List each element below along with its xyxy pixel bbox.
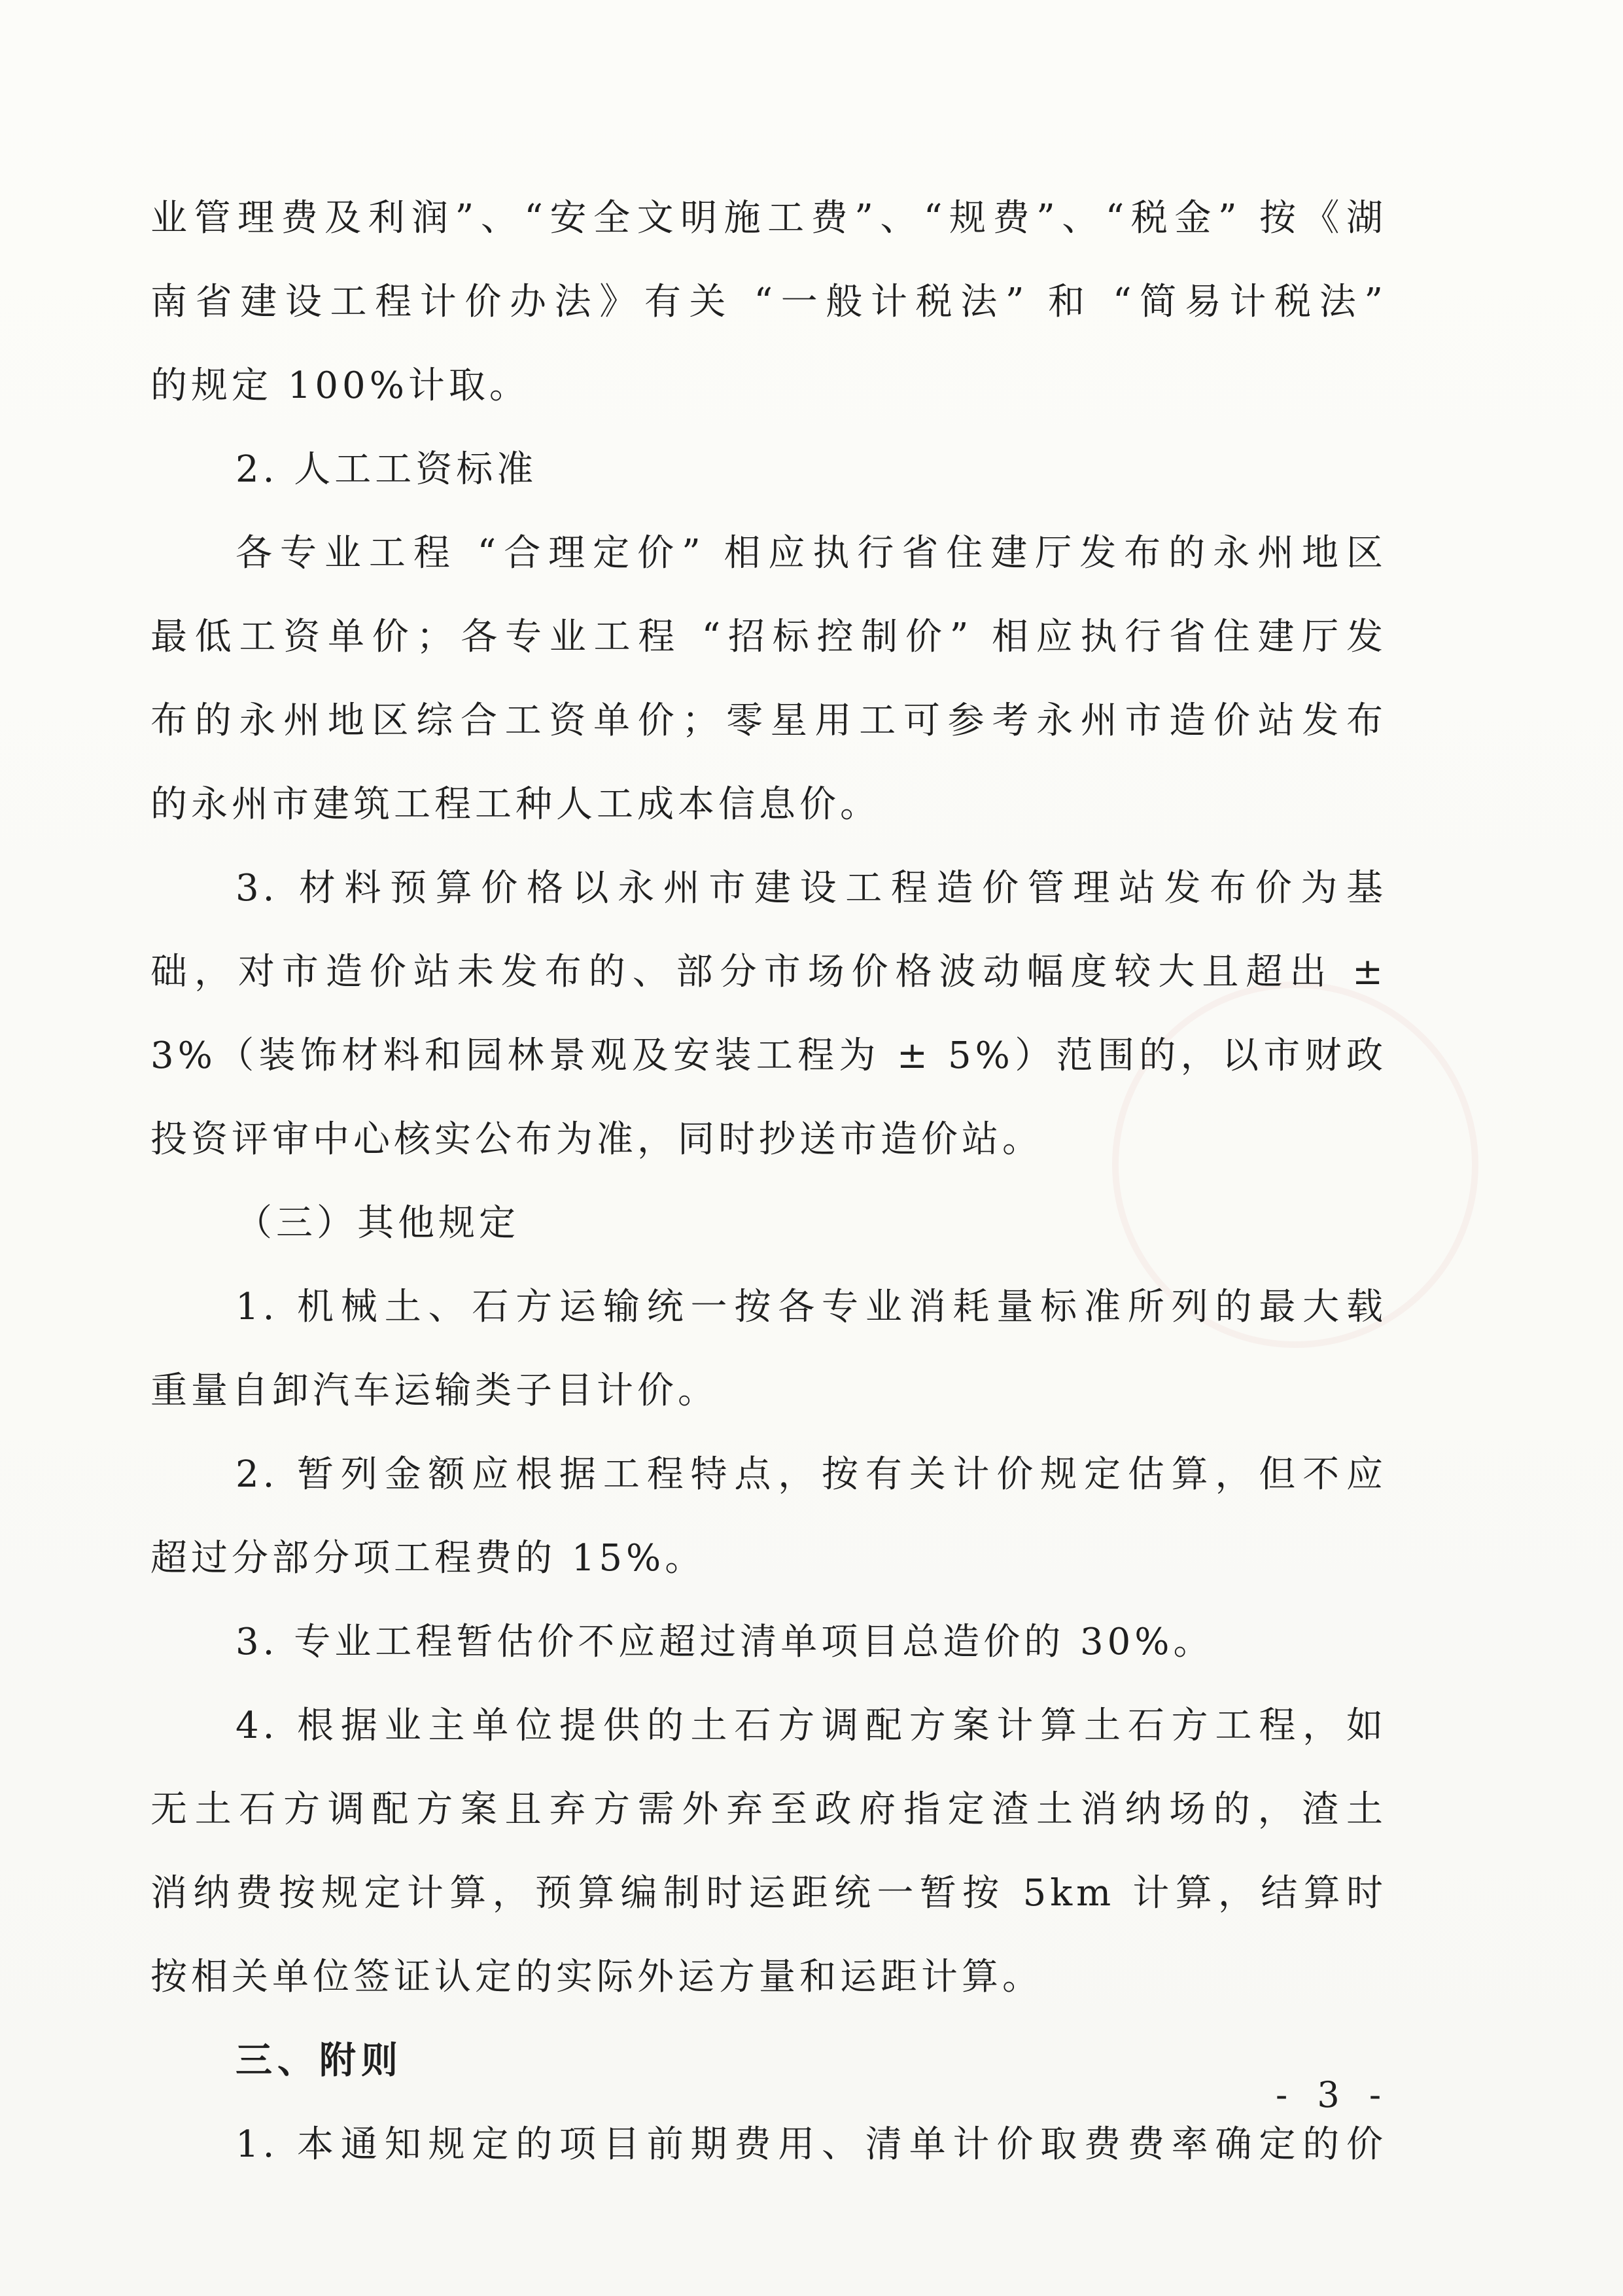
paragraph-line: 1. 本通知规定的项目前期费用、清单计价取费费率确定的价: [236, 2123, 1387, 2166]
paragraph-line: 业管理费及利润”、“安全文明施工费”、“规费”、“税金” 按《湖: [150, 197, 1387, 239]
paragraph-line: 消纳费按规定计算，预算编制时运距统一暂按 5km 计算，结算时: [150, 1872, 1387, 1915]
paragraph-line: 3%（装饰材料和园林景观及安装工程为 ± 5%）范围的，以市财政: [150, 1034, 1387, 1077]
paragraph-line: 础，对市造价站未发布的、部分市场价格波动幅度较大且超出 ±: [150, 951, 1387, 993]
paragraph-line: 3. 专业工程暂估价不应超过清单项目总造价的 30%。: [236, 1621, 1214, 1663]
paragraph-line: 南省建设工程计价办法》有关 “一般计税法” 和 “简易计税法”: [150, 281, 1387, 323]
body-text: [150, 177, 1387, 2187]
paragraph-line: 3. 材料预算价格以永州市建设工程造价管理站发布价为基: [236, 867, 1387, 910]
paragraph-line: 超过分部分项工程费的 15%。: [150, 1537, 706, 1580]
paragraph-line: 重量自卸汽车运输类子目计价。: [150, 1369, 718, 1412]
paragraph-line: 最低工资单价；各专业工程 “招标控制价” 相应执行省住建厅发: [150, 616, 1387, 658]
paragraph-line: 的永州市建筑工程工种人工成本信息价。: [150, 783, 881, 826]
page-number: - 3 -: [1276, 2074, 1391, 2115]
paragraph-line: 4. 根据业主单位提供的土石方调配方案计算土石方工程，如: [236, 1704, 1387, 1747]
paragraph-line: 投资评审中心核实公布为准，同时抄送市造价站。: [150, 1118, 1043, 1161]
paragraph-line: 2. 暂列金额应根据工程特点，按有关计价规定估算，但不应: [236, 1453, 1387, 1496]
section-heading: 三、附则: [236, 2040, 403, 2082]
section-subheading: （三）其他规定: [236, 1202, 519, 1245]
section-subheading: 2. 人工工资标准: [236, 448, 538, 491]
paragraph-line: 无土石方调配方案且弃方需外弃至政府指定渣土消纳场的，渣土: [150, 1788, 1387, 1831]
paragraph-line: 按相关单位签证认定的实际外运方量和运距计算。: [150, 1956, 1043, 1998]
paragraph-line: 的规定 100%计取。: [150, 364, 530, 407]
paragraph-line: 各专业工程 “合理定价” 相应执行省住建厅发布的永州地区: [236, 532, 1387, 574]
paragraph-line: 1. 机械土、石方运输统一按各专业消耗量标准所列的最大载: [236, 1286, 1387, 1328]
paragraph-line: 布的永州地区综合工资单价；零星用工可参考永州市造价站发布: [150, 699, 1387, 742]
